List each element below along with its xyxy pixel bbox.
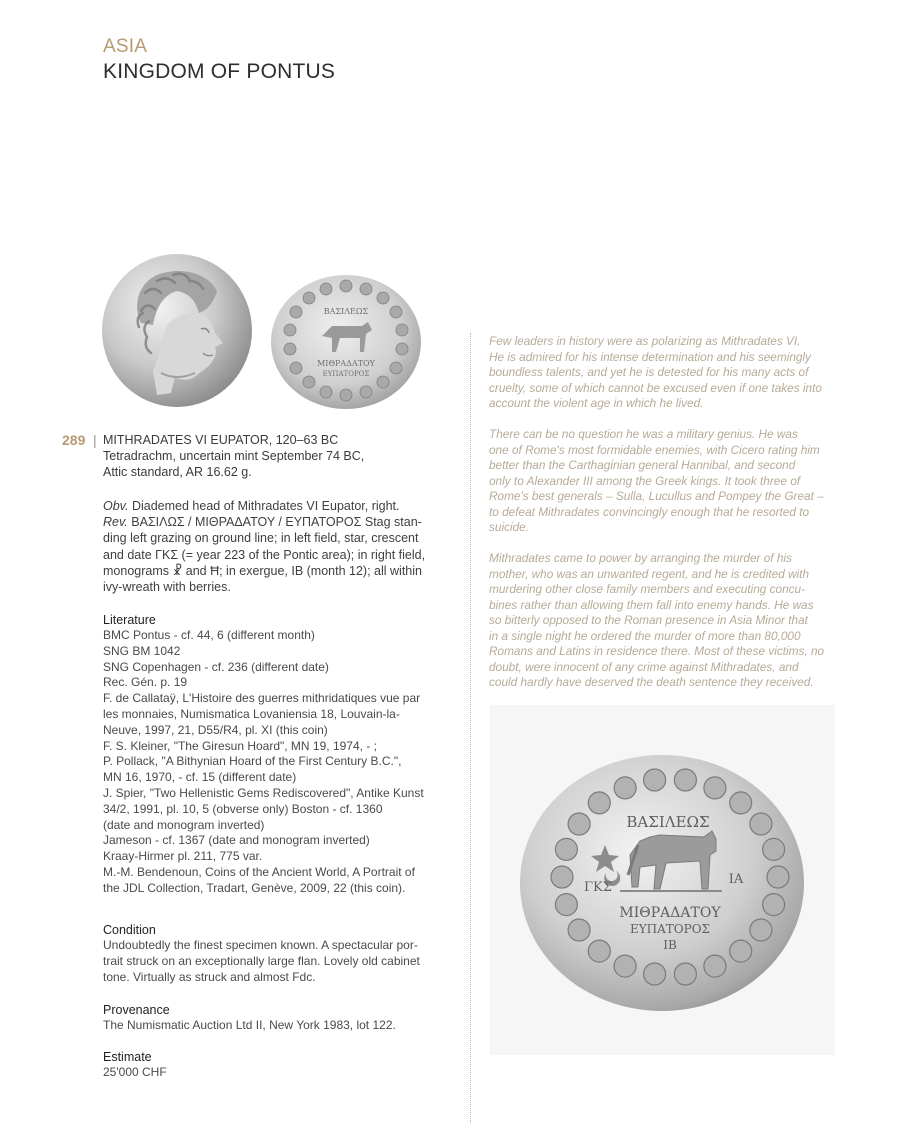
literature-entry: 34/2, 1991, pl. 10, 5 (obverse only) Boston - cf. 1360 <box>103 801 383 816</box>
essay-paragraph <box>489 334 841 412</box>
wreath-berry <box>704 955 726 977</box>
lot-number: 289 <box>62 432 86 448</box>
description-line: ivy-wreath with berries. <box>103 580 231 595</box>
wreath-berry <box>730 940 752 962</box>
lot-line: Tetradrachm, uncertain mint September 74 BC, <box>103 449 365 463</box>
wreath-berry <box>614 777 636 799</box>
condition-line: Undoubtedly the finest specimen known. A spectacular por- <box>103 938 418 952</box>
reverse-label: Rev. <box>103 515 128 530</box>
essay-line: Mithradates came to power by arranging the murder of his <box>489 551 792 565</box>
wreath-berry <box>568 919 590 941</box>
column-divider <box>470 333 471 1123</box>
coin-reverse-large-image <box>490 705 835 1055</box>
lot-header <box>103 432 463 480</box>
estimate-section <box>103 1050 453 1081</box>
lot-separator: | <box>93 432 97 448</box>
estimate-heading: Estimate <box>103 1050 152 1064</box>
literature-entry: Kraay-Hirmer pl. 211, 775 var. <box>103 849 263 864</box>
essay-line: bines rather than allowing them fall into enemy hands. He was <box>489 597 814 612</box>
coin-legend-bottom1: ΜΙΘΡΑΔΑΤΟΥ <box>619 905 721 921</box>
condition-heading: Condition <box>103 923 156 937</box>
wreath-berry <box>555 838 577 860</box>
historical-essay <box>489 334 841 706</box>
essay-line: so bitterly opposed to the Roman presence in Asia Minor that <box>489 613 808 627</box>
literature-entry: Rec. Gén. p. 19 <box>103 675 188 690</box>
literature-section <box>103 613 453 897</box>
literature-entry: les monnaies, Numismatica Lovaniensia 18, Louvain-la- <box>103 706 400 721</box>
literature-list <box>103 628 453 897</box>
obverse-text: Diademed head of Mithradates VI Eupator, right. <box>131 499 400 513</box>
essay-line: one of Rome's most formidable enemies, with Cicero rating him <box>489 442 820 457</box>
wreath-berry <box>674 963 696 985</box>
literature-entry: the JDL Collection, Tradart, Genève, 2009, 22 (this coin). <box>103 880 406 895</box>
essay-line: There can be no question he was a military genius. He was <box>489 427 798 441</box>
essay-line: could hardly have deserved the death sentence they received. <box>489 675 814 689</box>
lot-title: MITHRADATES VI EUPATOR, 120–63 BC <box>103 433 339 447</box>
condition-section <box>103 923 453 985</box>
section-region: ASIA <box>103 36 148 57</box>
essay-line: to defeat Mithradates convincingly enough that he resorted to <box>489 504 810 519</box>
wreath-berry <box>588 940 610 962</box>
condition-line: trait struck on an exceptionally large flan. Lovely old cabinet <box>103 953 420 968</box>
wreath-berry <box>763 894 785 916</box>
provenance-heading: Provenance <box>103 1003 170 1017</box>
description-line: monograms ☧ and Ħ; in exergue, IB (month 12); all within <box>103 563 422 578</box>
essay-paragraph <box>489 551 841 691</box>
reverse-text: ΒΑΣΙΛΩΣ / ΜΙΘΡΑΔΑΤΟΥ / ΕΥΠΑΤΟΡΟΣ Stag stan- <box>131 515 422 530</box>
wreath-berry <box>568 813 590 835</box>
coin-reverse-image <box>270 274 422 410</box>
wreath-berry <box>644 963 666 985</box>
literature-entry: MN 16, 1970, - cf. 15 (different date) <box>103 770 297 785</box>
provenance-section <box>103 1003 453 1034</box>
coin-legend-bottom2: ΕΥΠΑΤΟΡΟΣ <box>629 922 711 936</box>
section-title: KINGDOM OF PONTUS <box>103 60 336 83</box>
essay-line: Romans and Latins in residence there. Most of these victims, no <box>489 644 825 658</box>
coin-legend-left: ΓΚΣ <box>584 880 612 895</box>
wreath-berry <box>555 894 577 916</box>
essay-line: boundless talents, and yet he is detested for his many acts of <box>489 365 809 379</box>
svg-text:ΜΙΘΡΑΔΑΤΟΥ: ΜΙΘΡΑΔΑΤΟΥ <box>317 359 375 368</box>
estimate-value: 25'000 CHF <box>103 1065 167 1079</box>
literature-entry: Neuve, 1997, 21, D55/R4, pl. XI (this coin) <box>103 722 328 737</box>
essay-line: mother, who was an unwanted regent, and he is credited with <box>489 566 810 581</box>
obverse-label: Obv. <box>103 499 129 513</box>
wreath-berry <box>763 838 785 860</box>
essay-paragraph <box>489 427 841 536</box>
essay-line: only to Alexander III among the Greek kings. It took three of <box>489 473 801 488</box>
essay-line: doubt, were innocent of any crime against Mithradates, and <box>489 659 799 674</box>
essay-line: in a single night he ordered the murder of more than 80,000 <box>489 628 801 643</box>
literature-heading: Literature <box>103 613 156 627</box>
literature-entry: P. Pollack, "A Bithynian Hoard of the First Century B.C.", <box>103 754 402 769</box>
literature-entry: M.-M. Bendenoun, Coins of the Ancient World, A Portrait of <box>103 864 415 879</box>
coin-legend-exergue: ΙΒ <box>663 938 677 952</box>
literature-entry: Jameson - cf. 1367 (date and monogram inverted) <box>103 833 370 848</box>
essay-line: cruelty, some of which cannot be excused even if one takes into <box>489 380 822 395</box>
essay-line: He is admired for his intense determination and his seemingly <box>489 349 811 364</box>
essay-line: Few leaders in history were as polarizing as Mithradates VI. <box>489 334 801 348</box>
literature-entry: SNG Copenhagen - cf. 236 (different date) <box>103 659 329 674</box>
literature-entry: F. S. Kleiner, "The Giresun Hoard", MN 19, 1974, - ; <box>103 738 377 753</box>
wreath-berry <box>767 866 789 888</box>
essay-line: account the violent age in which he lived. <box>489 396 704 410</box>
coin-legend-right: ΙΑ <box>728 872 744 887</box>
wreath-berry <box>614 955 636 977</box>
wreath-berry <box>674 769 696 791</box>
coin-obverse-image <box>101 253 253 408</box>
lot-line: Attic standard, AR 16.62 g. <box>103 465 252 479</box>
wreath-berry <box>644 769 666 791</box>
literature-entry: SNG BM 1042 <box>103 643 181 658</box>
wreath-berry <box>551 866 573 888</box>
literature-entry: BMC Pontus - cf. 44, 6 (different month) <box>103 628 315 642</box>
essay-line: Rome's best generals – Sulla, Lucullus and Pompey the Great – <box>489 489 824 503</box>
coin-legend-top: ΒΑΣΙΛΕΩΣ <box>626 813 710 831</box>
wreath-berry <box>730 792 752 814</box>
literature-entry: F. de Callataÿ, L'Histoire des guerres mithridatiques vue par <box>103 691 421 706</box>
svg-text:ΕΥΠΑΤΟΡΟΣ: ΕΥΠΑΤΟΡΟΣ <box>322 370 370 378</box>
essay-line: better than the Carthaginian general Hannibal, and second <box>489 458 796 472</box>
essay-line: suicide. <box>489 520 529 534</box>
provenance-text: The Numismatic Auction Ltd II, New York 1983, lot 122. <box>103 1018 396 1032</box>
wreath-berry <box>750 919 772 941</box>
description-line: ding left grazing on ground line; in left field, star, crescent <box>103 531 419 546</box>
wreath-berry <box>588 792 610 814</box>
coin-description <box>103 498 453 595</box>
wreath-berry <box>704 777 726 799</box>
essay-line: murdering other close family members and executing concu- <box>489 582 806 596</box>
condition-line: tone. Virtually as struck and almost Fdc. <box>103 969 316 984</box>
literature-entry: J. Spier, "Two Hellenistic Gems Rediscovered", Antike Kunst <box>103 785 424 800</box>
svg-text:ΒΑΣΙΛΕΩΣ: ΒΑΣΙΛΕΩΣ <box>323 307 369 316</box>
description-line: and date ΓΚΣ (= year 223 of the Pontic area); in right field, <box>103 547 426 562</box>
wreath-berry <box>750 813 772 835</box>
literature-entry: (date and monogram inverted) <box>103 817 265 832</box>
